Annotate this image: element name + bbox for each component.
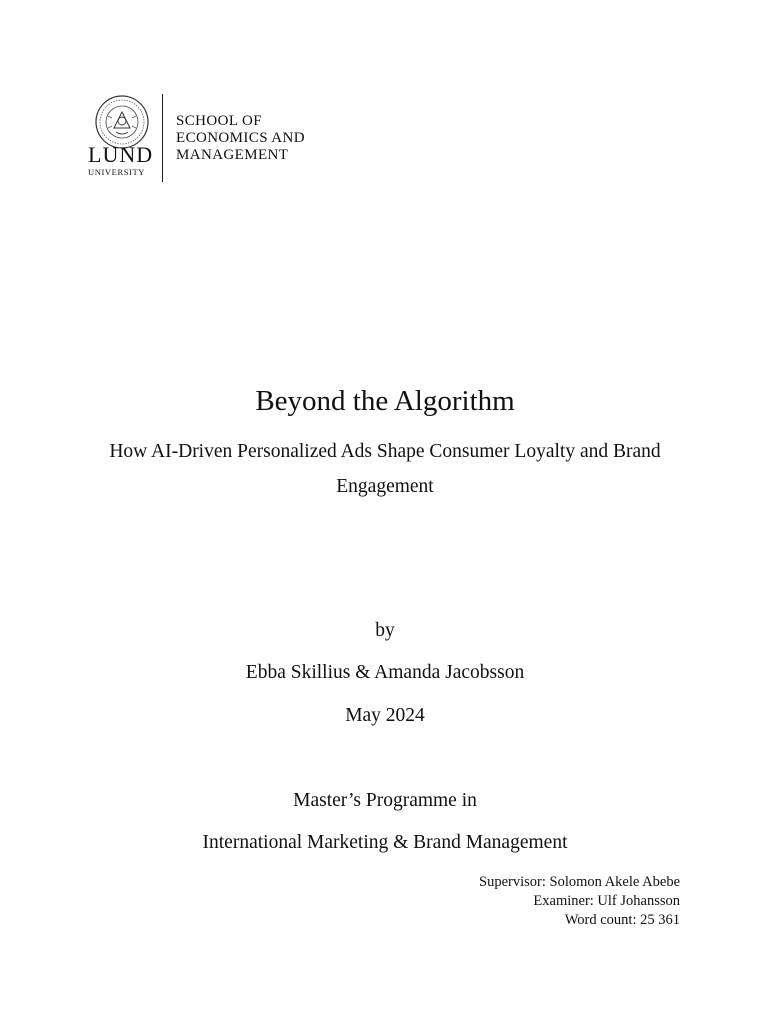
lund-wordmark: LUND: [88, 142, 154, 167]
thesis-subtitle: How AI-Driven Personalized Ads Shape Consumer Loyalty and Brand Engagement: [109, 441, 661, 497]
logo-divider: [162, 94, 163, 182]
examiner: Examiner: Ulf Johansson: [533, 893, 680, 909]
school-name-line-2: ECONOMICS AND: [176, 130, 305, 146]
university-wordmark: UNIVERSITY: [88, 167, 145, 177]
school-name: [176, 113, 305, 164]
thesis-meta: [479, 873, 680, 930]
school-name-line-1: SCHOOL OF: [176, 113, 262, 129]
word-count: Word count: 25 361: [564, 912, 680, 928]
school-name-line-3: MANAGEMENT: [176, 147, 289, 163]
university-logo: [86, 94, 326, 186]
authors: Ebba Skillius & Amanda Jacobsson: [245, 662, 525, 683]
programme-line-1: Master’s Programme in: [293, 790, 477, 811]
submission-date: May 2024: [345, 705, 425, 726]
programme-line-2: International Marketing & Brand Management: [202, 832, 568, 853]
supervisor: Supervisor: Solomon Akele Abebe: [479, 874, 680, 890]
thesis-title: Beyond the Algorithm: [255, 385, 515, 417]
by-label: by: [375, 620, 395, 641]
